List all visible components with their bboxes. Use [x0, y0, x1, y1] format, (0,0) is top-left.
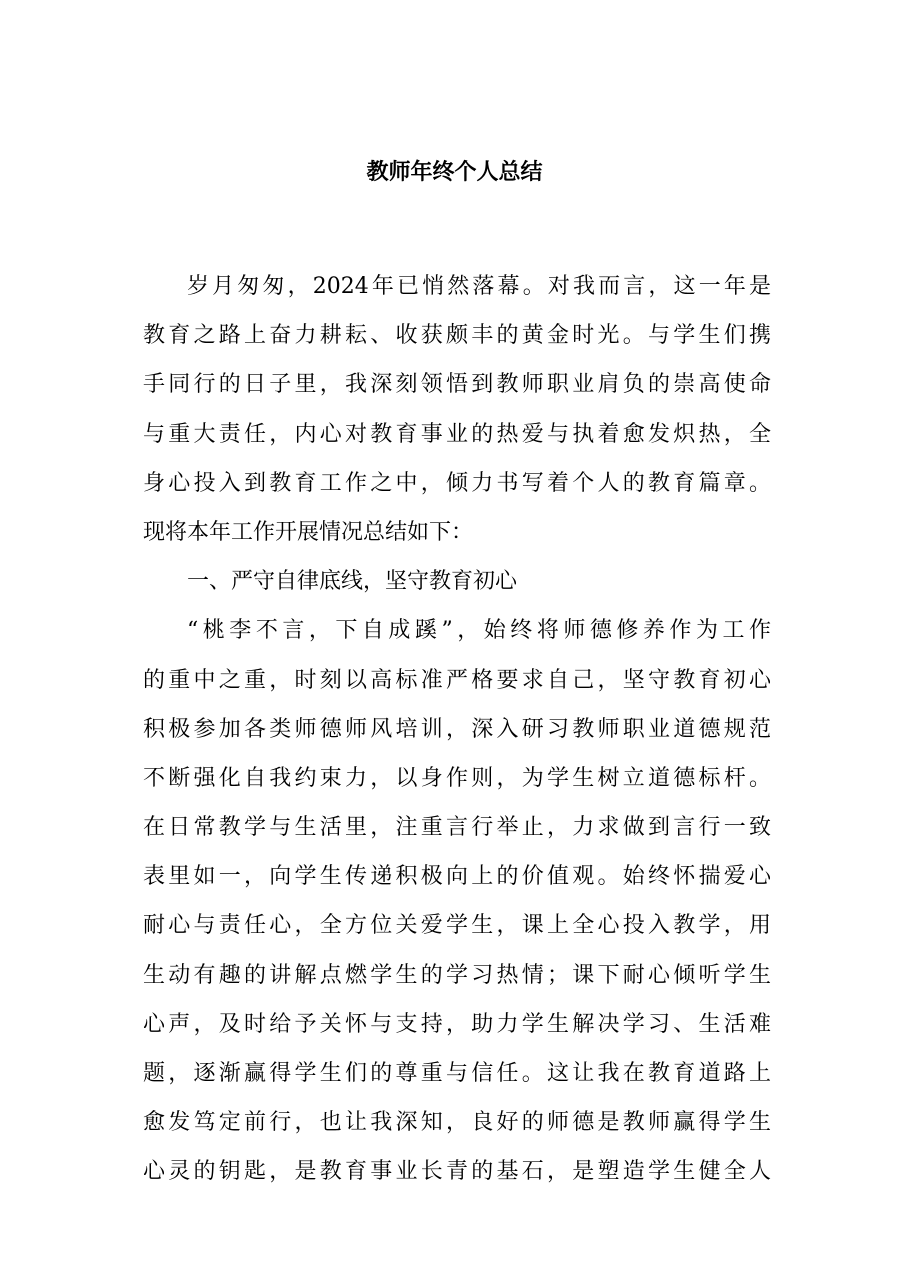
paragraph-line: 不断强化自我约束力，以身作则，为学生树立道德标杆。	[143, 765, 771, 791]
paragraph-line: 耐心与责任心，全方位关爱学生，课上全心投入教学，用	[143, 913, 771, 939]
paragraph-line: 的重中之重，时刻以高标准严格要求自己，坚守教育初心	[143, 667, 771, 693]
paragraph-line: 手同行的日子里，我深刻领悟到教师职业肩负的崇高使命	[143, 372, 771, 398]
paragraph-line: 题，逐渐赢得学生们的尊重与信任。这让我在教育道路上	[143, 1061, 771, 1086]
paragraph-line: 积极参加各类师德师风培训，深入研习教师职业道德规范	[143, 716, 771, 742]
section-heading: 一、严守自律底线，坚守教育初心	[187, 569, 518, 595]
paragraph-line: 愈发笃定前行，也让我深知，良好的师德是教师赢得学生	[143, 1110, 771, 1136]
paragraph-line: 在日常教学与生活里，注重言行举止，力求做到言行一致	[143, 815, 771, 841]
paragraph-line: 生动有趣的讲解点燃学生的学习热情；课下耐心倾听学生	[143, 962, 771, 988]
paragraph-line: 现将本年工作开展情况总结如下：	[143, 519, 474, 545]
paragraph-line: “桃李不言，下自成蹊”，始终将师德修养作为工作	[187, 618, 771, 644]
paragraph-line: 与重大责任，内心对教育事业的热爱与执着愈发炽热，全	[143, 421, 771, 447]
paragraph-line: 表里如一，向学生传递积极向上的价值观。始终怀揣爱心	[143, 864, 771, 890]
paragraph-line: 岁月匆匆，2024年已悄然落幕。对我而言，这一年是	[187, 274, 771, 299]
paragraph-line: 心灵的钥匙，是教育事业长青的基石，是塑造学生健全人	[143, 1159, 771, 1185]
document-title: 教师年终个人总结	[366, 159, 543, 185]
paragraph-line: 教育之路上奋力耕耘、收获颇丰的黄金时光。与学生们携	[143, 323, 771, 349]
document-body	[143, 262, 771, 1197]
paragraph-line: 身心投入到教育工作之中，倾力书写着个人的教育篇章。	[143, 470, 771, 496]
paragraph-line: 心声，及时给予关怀与支持，助力学生解决学习、生活难	[143, 1011, 771, 1037]
